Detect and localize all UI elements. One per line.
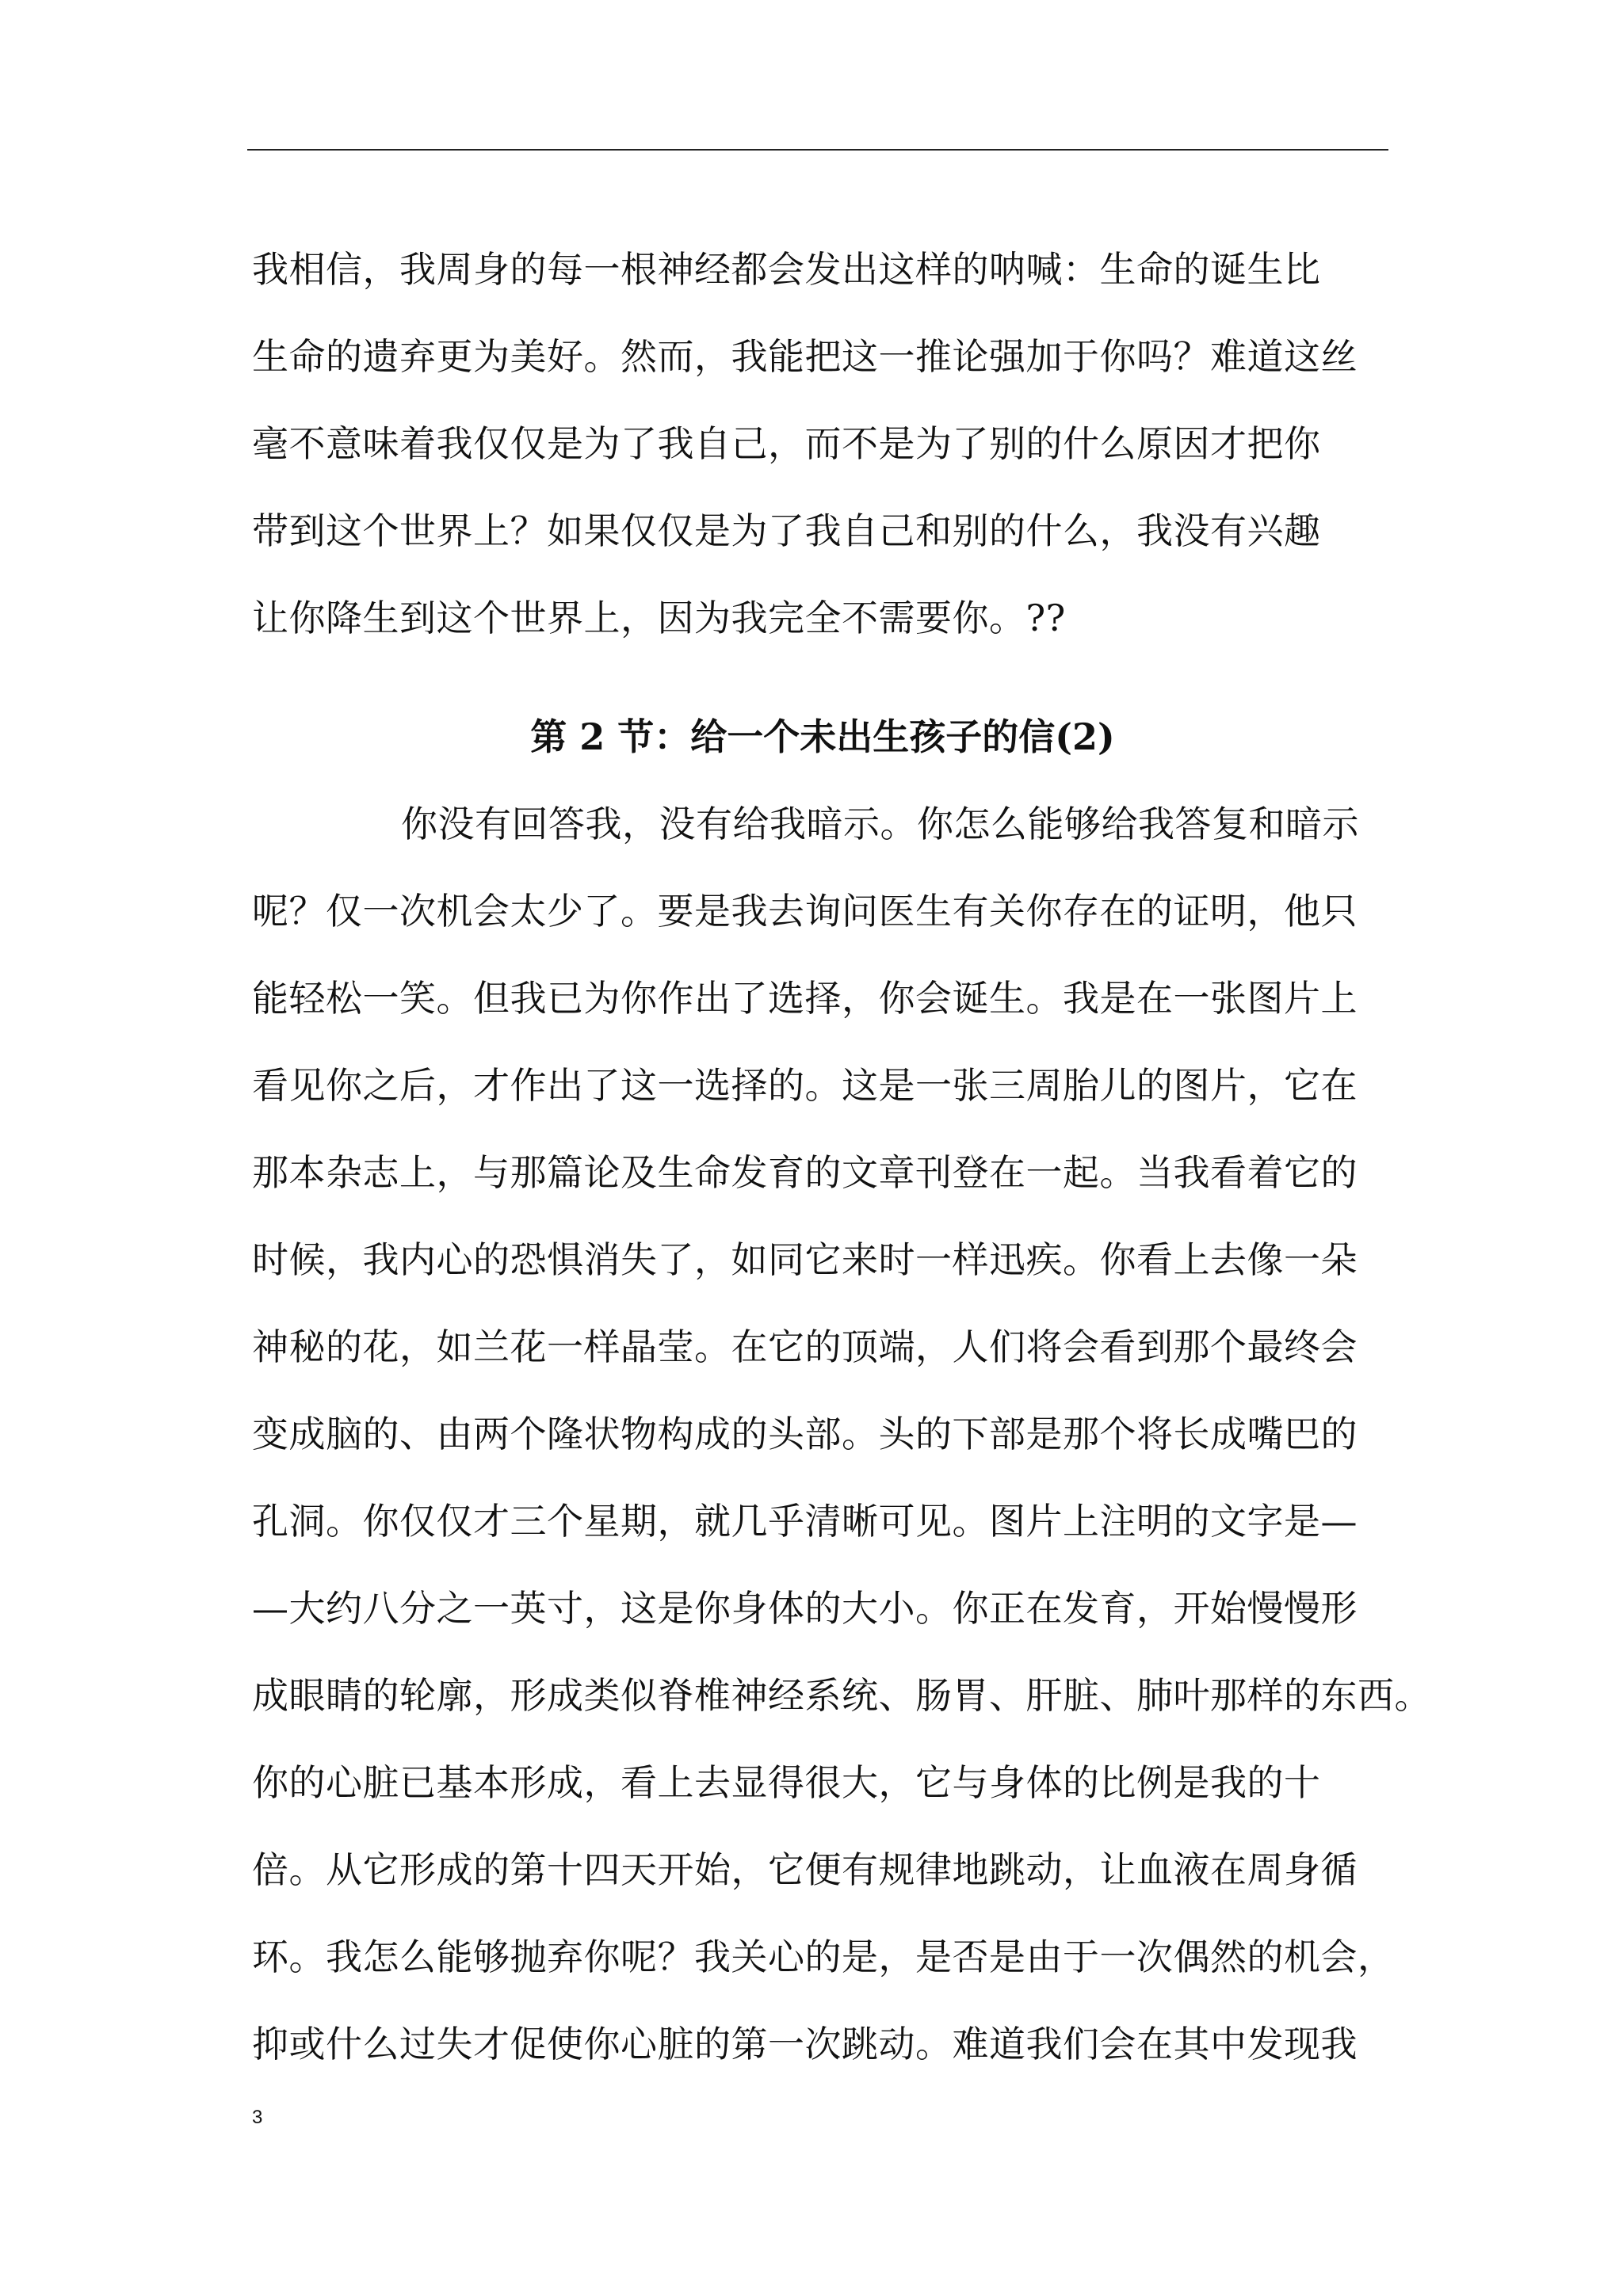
paragraph-line: 环。我怎么能够抛弃你呢？我关心的是，是否是由于一次偶然的机会， (252, 1936, 1395, 1978)
paragraph-line: 带到这个世界上？如果仅仅是为了我自己和别的什么，我没有兴趣 (252, 509, 1321, 552)
paragraph-line: 抑或什么过失才促使你心脏的第一次跳动。难道我们会在其中发现我 (252, 2023, 1358, 2065)
paragraph-line: 能轻松一笑。但我已为你作出了选择，你会诞生。我是在一张图片上 (252, 977, 1358, 1020)
paragraph-line: —大约八分之一英寸，这是你身体的大小。你正在发育，开始慢慢形 (252, 1587, 1358, 1630)
header-rule (247, 149, 1388, 151)
paragraph-line: 你的心脏已基本形成，看上去显得很大，它与身体的比例是我的十 (252, 1761, 1321, 1804)
paragraph-line: 倍。从它形成的第十四天开始，它便有规律地跳动，让血液在周身循 (252, 1848, 1358, 1891)
paragraph-line: 孔洞。你仅仅才三个星期，就几乎清晰可见。图片上注明的文字是— (252, 1500, 1358, 1543)
paragraph-line: 毫不意味着我仅仅是为了我自己，而不是为了别的什么原因才把你 (252, 422, 1321, 465)
paragraph-line: 生命的遗弃更为美好。然而，我能把这一推论强加于你吗？难道这丝 (252, 335, 1358, 378)
paragraph-line: 成眼睛的轮廓，形成类似脊椎神经系统、肠胃、肝脏、肺叶那样的东西。 (252, 1674, 1431, 1717)
paragraph-line: 时候，我内心的恐惧消失了，如同它来时一样迅疾。你看上去像一朵 (252, 1238, 1358, 1281)
paragraph-line: 你没有回答我，没有给我暗示。你怎么能够给我答复和暗示 (401, 803, 1359, 845)
paragraph-line: 让你降生到这个世界上，因为我完全不需要你。?? (252, 597, 1066, 639)
page-number: 3 (252, 2107, 263, 2128)
paragraph-line: 我相信，我周身的每一根神经都会发出这样的呐喊：生命的诞生比 (252, 248, 1321, 291)
paragraph-line: 神秘的花，如兰花一样晶莹。在它的顶端，人们将会看到那个最终会 (252, 1325, 1358, 1368)
section-heading: 第 2 节：给一个未出生孩子的信(2) (530, 715, 1115, 758)
paragraph-line: 呢？仅一次机会太少了。要是我去询问医生有关你存在的证明，他只 (252, 890, 1358, 933)
paragraph-line: 那本杂志上，与那篇论及生命发育的文章刊登在一起。当我看着它的 (252, 1151, 1358, 1194)
paragraph-line: 看见你之后，才作出了这一选择的。这是一张三周胎儿的图片，它在 (252, 1064, 1358, 1107)
paragraph-line: 变成脑的、由两个隆状物构成的头部。头的下部是那个将长成嘴巴的 (252, 1413, 1358, 1455)
